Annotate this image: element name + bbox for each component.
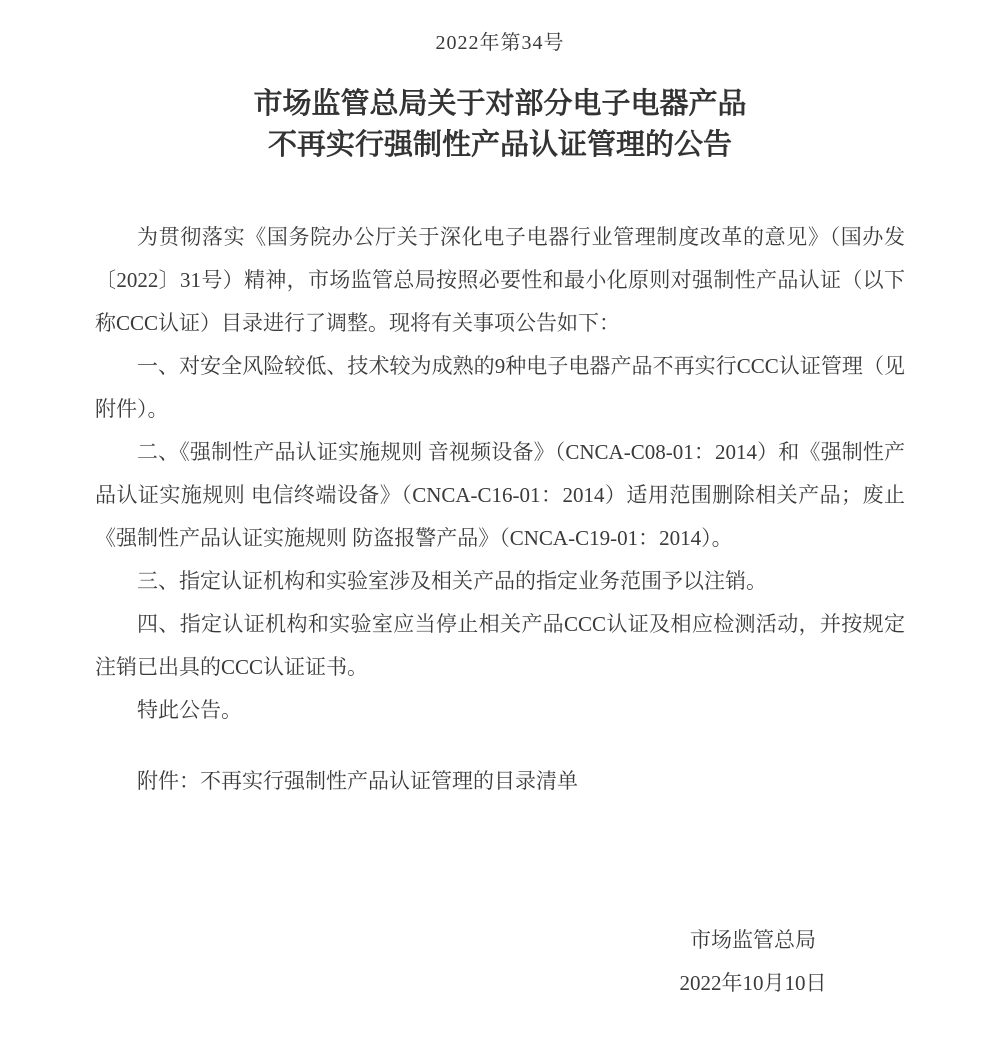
- announcement-title: [0, 84, 1000, 166]
- issuing-authority: 市场监管总局: [690, 928, 816, 952]
- title-line-2: 不再实行强制性产品认证管理的公告: [267, 129, 732, 161]
- title-line-1: 市场监管总局关于对部分电子电器产品: [253, 88, 747, 120]
- paragraph-clause-3: 三、指定认证机构和实验室涉及相关产品的指定业务范围予以注销。: [137, 569, 767, 593]
- doc-number: 2022年第34号: [435, 32, 565, 54]
- paragraph-clause-1: 一、对安全风险较低、技术较为成熟的9种电子电器产品不再实行CCC认证管理（见附件）。: [95, 354, 905, 421]
- paragraph-closing: 特此公告。: [137, 698, 242, 722]
- announcement-body: [95, 216, 905, 803]
- attachment-line: 附件：不再实行强制性产品认证管理的目录清单: [137, 769, 578, 793]
- paragraph-clause-2: 二、《强制性产品认证实施规则 音视频设备》（CNCA-C08-01：2014）和《强制性产品认证实施规则 电信终端设备》（CNCA-C16-01：2014）适用范围删除相关产品；废止《强制性产品认证实施规则 防盗报警产品》（CNCA-C19-01：2014）。: [95, 440, 905, 550]
- paragraph-clause-4: 四、指定认证机构和实验室应当停止相关产品CCC认证及相应检测活动，并按规定注销已出具的CCC认证证书。: [95, 612, 905, 679]
- paragraph-intro: 为贯彻落实《国务院办公厅关于深化电子电器行业管理制度改革的意见》（国办发〔2022〕31号）精神，市场监管总局按照必要性和最小化原则对强制性产品认证（以下称CCC认证）目录进行了调整。现将有关事项公告如下：: [95, 225, 905, 335]
- issue-date: 2022年10月10日: [679, 971, 827, 995]
- signature-block: [598, 919, 908, 1005]
